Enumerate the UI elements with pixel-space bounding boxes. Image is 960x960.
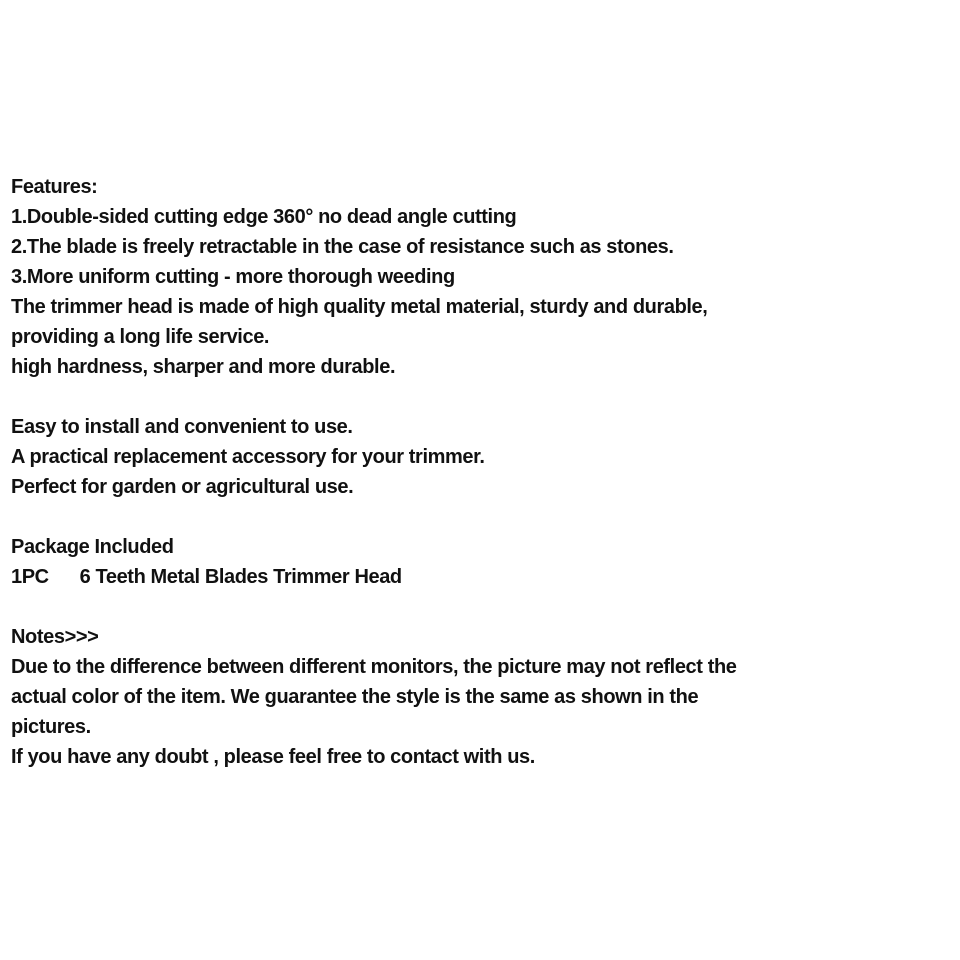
text-line: If you have any doubt , please feel free to contact with us. (11, 746, 535, 768)
text-line: Package Included (11, 536, 174, 558)
text-line: A practical replacement accessory for your trimmer. (11, 446, 485, 468)
text-line: 3.More uniform cutting - more thorough weeding (11, 266, 455, 288)
text-line: 1PC 6 Teeth Metal Blades Trimmer Head (11, 566, 402, 588)
product-description-text (11, 172, 952, 772)
text-line (11, 502, 952, 532)
text-line: pictures. (11, 716, 91, 738)
text-line (11, 382, 952, 412)
text-line: Easy to install and convenient to use. (11, 416, 353, 438)
text-line (11, 592, 952, 622)
text-line: 1.Double-sided cutting edge 360° no dead angle cutting (11, 206, 517, 228)
text-line: providing a long life service. (11, 326, 270, 348)
text-line: high hardness, sharper and more durable. (11, 356, 396, 378)
text-line: Perfect for garden or agricultural use. (11, 476, 354, 498)
text-line: actual color of the item. We guarantee the style is the same as shown in the (11, 686, 699, 708)
text-line: Notes>>> (11, 626, 99, 648)
text-line: Due to the difference between different monitors, the picture may not reflect the (11, 656, 737, 678)
text-line: Features: (11, 176, 98, 198)
text-line: 2.The blade is freely retractable in the case of resistance such as stones. (11, 236, 674, 258)
text-line: The trimmer head is made of high quality metal material, sturdy and durable, (11, 296, 708, 318)
